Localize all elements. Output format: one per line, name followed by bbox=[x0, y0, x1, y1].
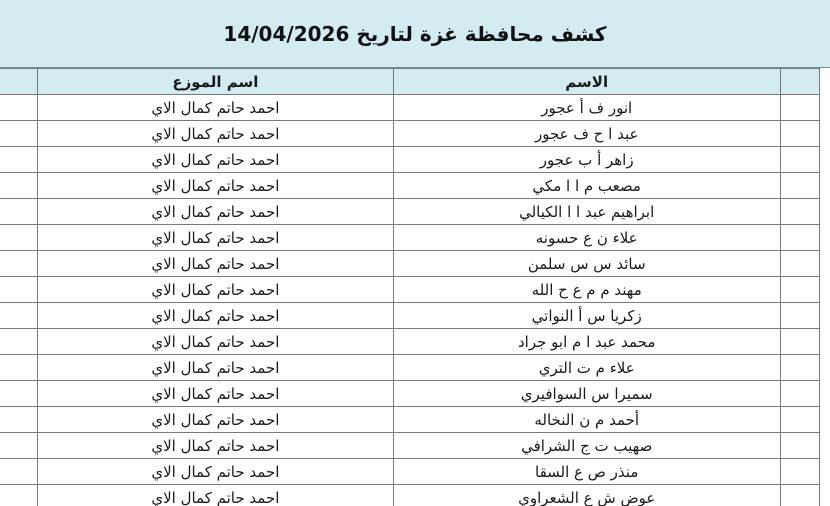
name-cell: علاء م ت التري bbox=[393, 355, 780, 381]
table-row bbox=[0, 277, 820, 303]
name-cell: عبد ا ح ف عجور bbox=[393, 121, 780, 147]
distributor-cell: احمد حاتم كمال الاي bbox=[38, 381, 394, 407]
name-cell: زاهر أ ب عجور bbox=[393, 147, 780, 173]
table-body bbox=[0, 95, 820, 506]
name-cell: مصعب م ا ا مكي bbox=[393, 173, 780, 199]
row-cell-left-edge bbox=[0, 173, 38, 199]
distributor-cell: احمد حاتم كمال الاي bbox=[38, 251, 394, 277]
row-cell-right-edge bbox=[780, 147, 819, 173]
name-cell: منذر ص ع السقا bbox=[393, 459, 780, 485]
table-row bbox=[0, 459, 820, 485]
row-cell-left-edge bbox=[0, 277, 38, 303]
row-cell-left-edge bbox=[0, 433, 38, 459]
row-cell-right-edge bbox=[780, 199, 819, 225]
sheet-title: كشف محافظة غزة لتاريخ 14/04/2026 bbox=[223, 21, 607, 46]
table-row bbox=[0, 433, 820, 459]
row-cell-right-edge bbox=[780, 251, 819, 277]
row-cell-right-edge bbox=[780, 121, 819, 147]
table-row bbox=[0, 95, 820, 121]
name-cell: أحمد م ن النخاله bbox=[393, 407, 780, 433]
table-row bbox=[0, 225, 820, 251]
table-row bbox=[0, 485, 820, 506]
name-cell: مهند م م ع ح الله bbox=[393, 277, 780, 303]
row-cell-left-edge bbox=[0, 199, 38, 225]
name-cell: زكريا س أ النواتي bbox=[393, 303, 780, 329]
distributor-cell: احمد حاتم كمال الاي bbox=[38, 121, 394, 147]
title-banner bbox=[0, 0, 830, 68]
distributor-cell: احمد حاتم كمال الاي bbox=[38, 329, 394, 355]
name-cell: سميرا س السوافيري bbox=[393, 381, 780, 407]
header-cell-left-edge bbox=[0, 69, 38, 95]
row-cell-left-edge bbox=[0, 95, 38, 121]
distributor-cell: احمد حاتم كمال الاي bbox=[38, 485, 394, 506]
table-row bbox=[0, 173, 820, 199]
table-row bbox=[0, 355, 820, 381]
row-cell-left-edge bbox=[0, 329, 38, 355]
header-cell-right-edge bbox=[780, 69, 819, 95]
distributor-cell: احمد حاتم كمال الاي bbox=[38, 433, 394, 459]
row-cell-right-edge bbox=[780, 355, 819, 381]
table-row bbox=[0, 199, 820, 225]
recipients-table bbox=[0, 68, 820, 506]
table-row bbox=[0, 407, 820, 433]
name-cell: انور ف أ عجور bbox=[393, 95, 780, 121]
row-cell-left-edge bbox=[0, 485, 38, 506]
name-cell: عوض ش ع الشعراوي bbox=[393, 485, 780, 506]
distributor-cell: احمد حاتم كمال الاي bbox=[38, 355, 394, 381]
table-row bbox=[0, 303, 820, 329]
row-cell-left-edge bbox=[0, 459, 38, 485]
distributor-cell: احمد حاتم كمال الاي bbox=[38, 277, 394, 303]
row-cell-right-edge bbox=[780, 225, 819, 251]
row-cell-right-edge bbox=[780, 329, 819, 355]
header-name: الاسم bbox=[393, 69, 780, 95]
row-cell-left-edge bbox=[0, 303, 38, 329]
row-cell-left-edge bbox=[0, 121, 38, 147]
row-cell-right-edge bbox=[780, 459, 819, 485]
row-cell-left-edge bbox=[0, 407, 38, 433]
name-cell: علاء ن ع حسونه bbox=[393, 225, 780, 251]
table-row bbox=[0, 251, 820, 277]
row-cell-right-edge bbox=[780, 407, 819, 433]
table-row bbox=[0, 147, 820, 173]
row-cell-right-edge bbox=[780, 173, 819, 199]
name-cell: صهيب ت ج الشرافي bbox=[393, 433, 780, 459]
row-cell-left-edge bbox=[0, 147, 38, 173]
distributor-cell: احمد حاتم كمال الاي bbox=[38, 199, 394, 225]
name-cell: محمد عبد ا م ابو جراد bbox=[393, 329, 780, 355]
row-cell-left-edge bbox=[0, 251, 38, 277]
distributor-cell: احمد حاتم كمال الاي bbox=[38, 147, 394, 173]
table-row bbox=[0, 121, 820, 147]
distributor-cell: احمد حاتم كمال الاي bbox=[38, 303, 394, 329]
distributor-cell: احمد حاتم كمال الاي bbox=[38, 95, 394, 121]
row-cell-right-edge bbox=[780, 433, 819, 459]
distributor-cell: احمد حاتم كمال الاي bbox=[38, 225, 394, 251]
table-header-row bbox=[0, 69, 820, 95]
row-cell-left-edge bbox=[0, 381, 38, 407]
row-cell-left-edge bbox=[0, 225, 38, 251]
row-cell-right-edge bbox=[780, 381, 819, 407]
row-cell-right-edge bbox=[780, 277, 819, 303]
name-cell: سائد س س سلمن bbox=[393, 251, 780, 277]
row-cell-right-edge bbox=[780, 95, 819, 121]
name-cell: ابراهيم عبد ا ا الكيالي bbox=[393, 199, 780, 225]
row-cell-right-edge bbox=[780, 303, 819, 329]
distributor-cell: احمد حاتم كمال الاي bbox=[38, 407, 394, 433]
distributor-cell: احمد حاتم كمال الاي bbox=[38, 173, 394, 199]
row-cell-right-edge bbox=[780, 485, 819, 506]
table-row bbox=[0, 381, 820, 407]
row-cell-left-edge bbox=[0, 355, 38, 381]
distributor-cell: احمد حاتم كمال الاي bbox=[38, 459, 394, 485]
table-row bbox=[0, 329, 820, 355]
header-distributor: اسم الموزع bbox=[38, 69, 394, 95]
